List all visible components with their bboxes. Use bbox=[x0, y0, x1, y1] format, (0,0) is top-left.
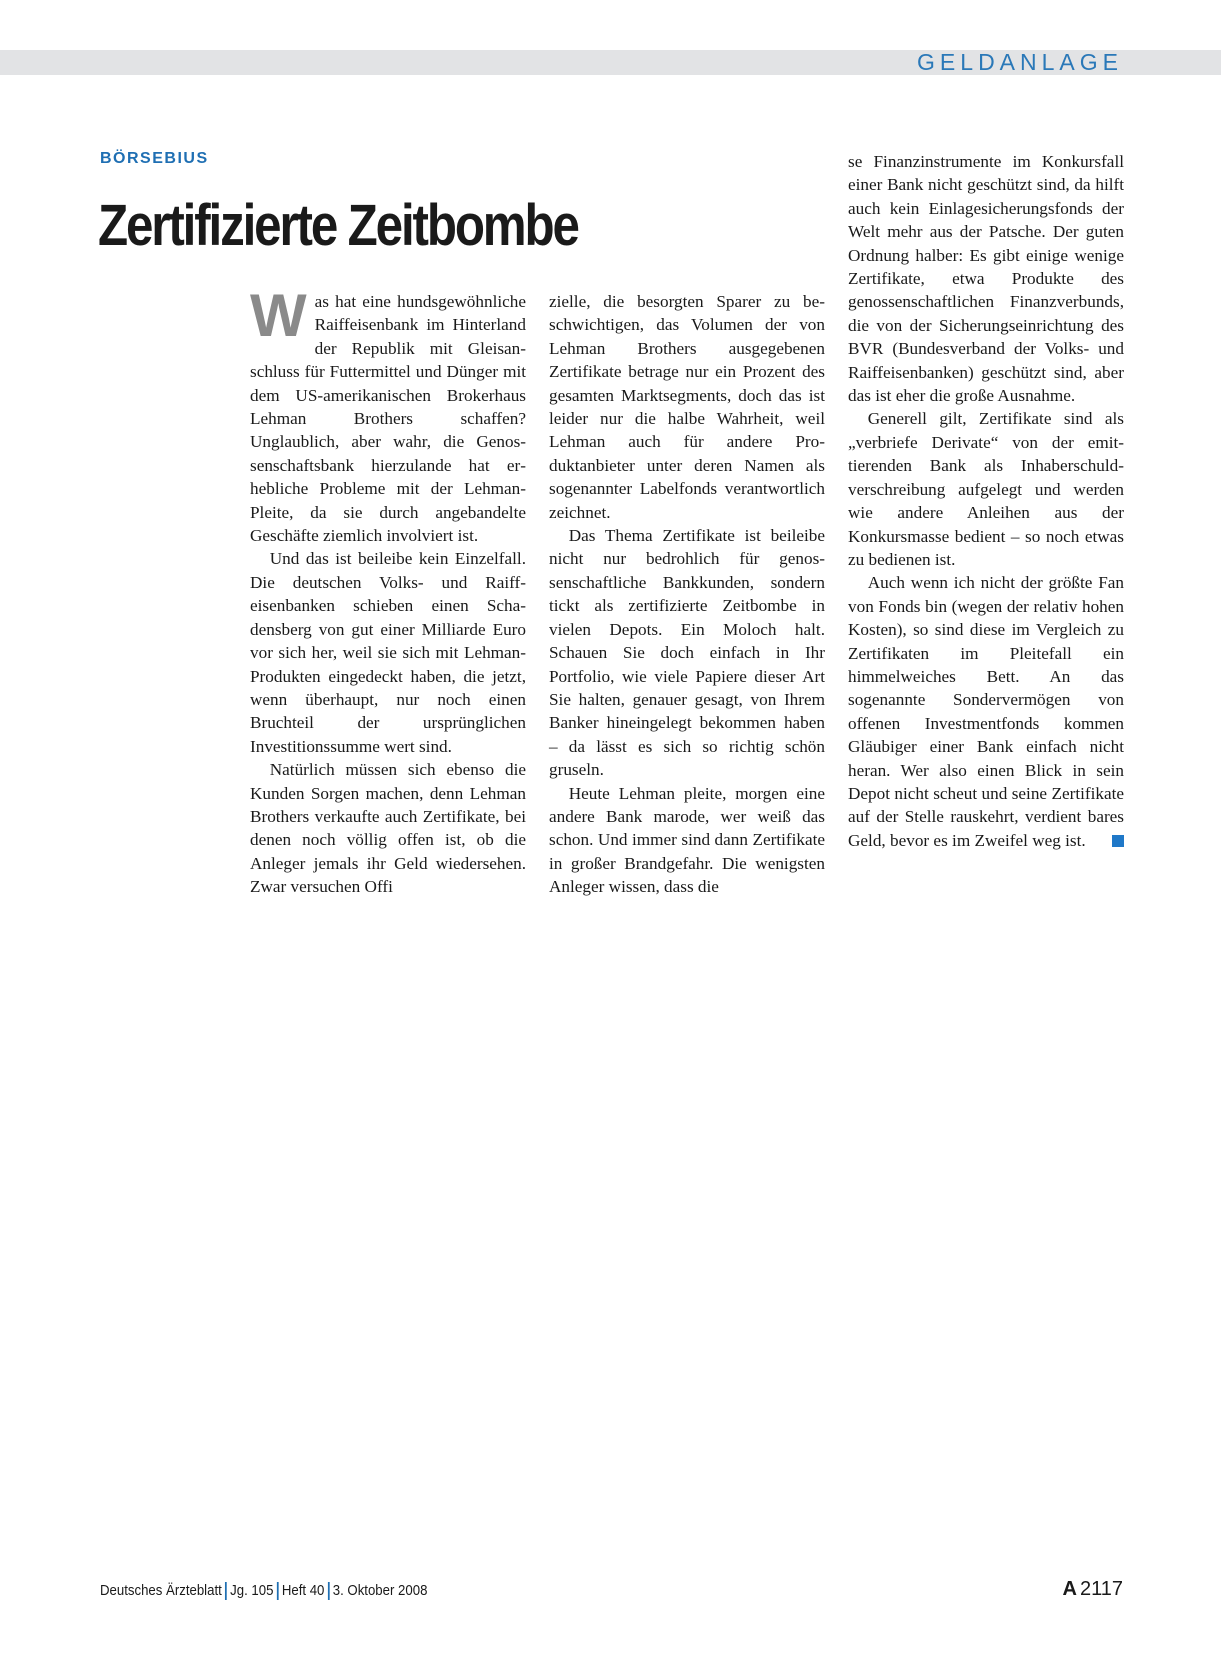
paragraph: Natürlich müssen sich ebenso die Kunden Sorgen machen, denn Lehman Brothers verkaufte auch Zertifikate, bei denen noch völlig offen ist, ob die Anleger jemals ihr Geld wiedersehen. Zwar versuchen Offi bbox=[250, 760, 526, 897]
article-column-1 bbox=[250, 282, 526, 899]
article-kicker: BÖRSEBIUS bbox=[100, 150, 209, 167]
paragraph: Generell gilt, Zertifikate sind als „verbriefe Derivate“ von der emittierenden Bank als Inhaberschuldverschreibung aufgelegt und werden wie andere Anleihen aus der Konkursmasse bedient – so noch etwas zu bedienen ist. bbox=[848, 409, 1124, 569]
article-column-2 bbox=[549, 290, 825, 899]
end-of-article-icon bbox=[1112, 835, 1124, 847]
article-title: Zertifizierte Zeitbombe bbox=[98, 193, 578, 258]
article-column-3 bbox=[848, 150, 1124, 852]
paragraph-text: Auch wenn ich nicht der größte Fan von Fonds bin (wegen der relativ hohen Kosten), so sind diese im Vergleich zu Zertifikaten im Pleitefall ein himmelweiches Bett. An das sogenannte Sondervermögen von offenen Investmentfonds kommen Gläubiger einer Bank einfach nicht heran. Wer also einen Blick in sein Depot nicht scheut und seine Zertifikate auf der Stelle rauskehrt, verdient bares Geld, bevor es im Zweifel weg ist. bbox=[848, 573, 1124, 850]
paragraph bbox=[848, 571, 1124, 852]
page-number bbox=[1063, 1578, 1123, 1601]
journal-issue: Heft 40 bbox=[281, 1582, 325, 1599]
page-number-value: 2117 bbox=[1079, 1578, 1123, 1600]
paragraph: se Finanzinstrumente im Konkursfall einer Bank nicht geschützt sind, da hilft auch kein Einlagesicherungsfonds der Welt mehr aus der Patsche. Der guten Ordnung halber: Es gibt einige wenige Zertifikate, etwa Produkte des genossenschaftlichen Finanzverbunds, die von der Sicherungseinrichtung des BVR (Bundesverband der Volks- und Raiffeisenbanken) geschützt sind, aber das ist eher die große Ausnahme. bbox=[848, 152, 1124, 406]
paragraph: Und das ist beileibe kein Einzelfall. Die deutschen Volks- und Raiffeisenbanken schieben einen Schadensberg von gut einer Milliarde Euro vor sich her, weil sie sich mit Lehman-Produkten eingedeckt haben, die jetzt, wenn überhaupt, nur noch einen Bruchteil der ursprünglichen Investitionssumme wert sind. bbox=[250, 549, 526, 756]
journal-date: 3. Oktober 2008 bbox=[332, 1582, 428, 1599]
paragraph-text: as hat eine hundsgewöhnliche Raiffeisenbank im Hinterland der Republik mit Gleisanschluss für Futtermittel und Dünger mit dem US-amerikanischen Brokerhaus Lehman Brothers schaffen? Unglaublich, aber wahr, die Genossenschaftsbank hierzulande hat erhebliche Probleme mit der Lehman-Pleite, da sie durch angebandelte Geschäfte ziemlich involviert ist. bbox=[250, 292, 526, 546]
journal-name: Deutsches Ärzteblatt bbox=[100, 1582, 222, 1599]
separator bbox=[328, 1582, 329, 1600]
dropcap: W bbox=[250, 282, 307, 349]
footer-citation bbox=[100, 1582, 427, 1600]
separator bbox=[225, 1582, 226, 1600]
separator bbox=[277, 1582, 278, 1600]
paragraph bbox=[250, 282, 526, 547]
paragraph: zielle, die besorgten Sparer zu beschwichtigen, das Volumen der von Lehman Brothers ausgegebenen Zertifikate betrage nur ein Prozent des gesamten Marktsegments, doch das ist leider nur die halbe Wahrheit, weil Lehman auch für andere Produktanbieter unter deren Namen als sogenannter Labelfonds verantwortlich zeichnet. bbox=[549, 292, 825, 522]
page-prefix: A bbox=[1062, 1578, 1077, 1600]
paragraph: Das Thema Zertifikate ist beileibe nicht nur bedrohlich für genossenschaftliche Bankkunden, sondern tickt als zertifizierte Zeitbombe in vielen Depots. Ein Moloch halt. Schauen Sie doch einfach in Ihr Portfolio, wie viele Papiere dieser Art Sie halten, genauer gesagt, von Ihrem Banker hineingelegt bekommen haben – da lässt es sich so richtig schön gruseln. bbox=[549, 526, 825, 780]
paragraph: Heute Lehman pleite, morgen eine andere Bank marode, wer weiß das schon. Und immer sind dann Zertifikate in großer Brandgefahr. Die wenigsten Anleger wissen, dass die bbox=[549, 783, 825, 897]
section-label: GELDANLAGE bbox=[917, 49, 1123, 75]
journal-volume: Jg. 105 bbox=[230, 1582, 274, 1599]
